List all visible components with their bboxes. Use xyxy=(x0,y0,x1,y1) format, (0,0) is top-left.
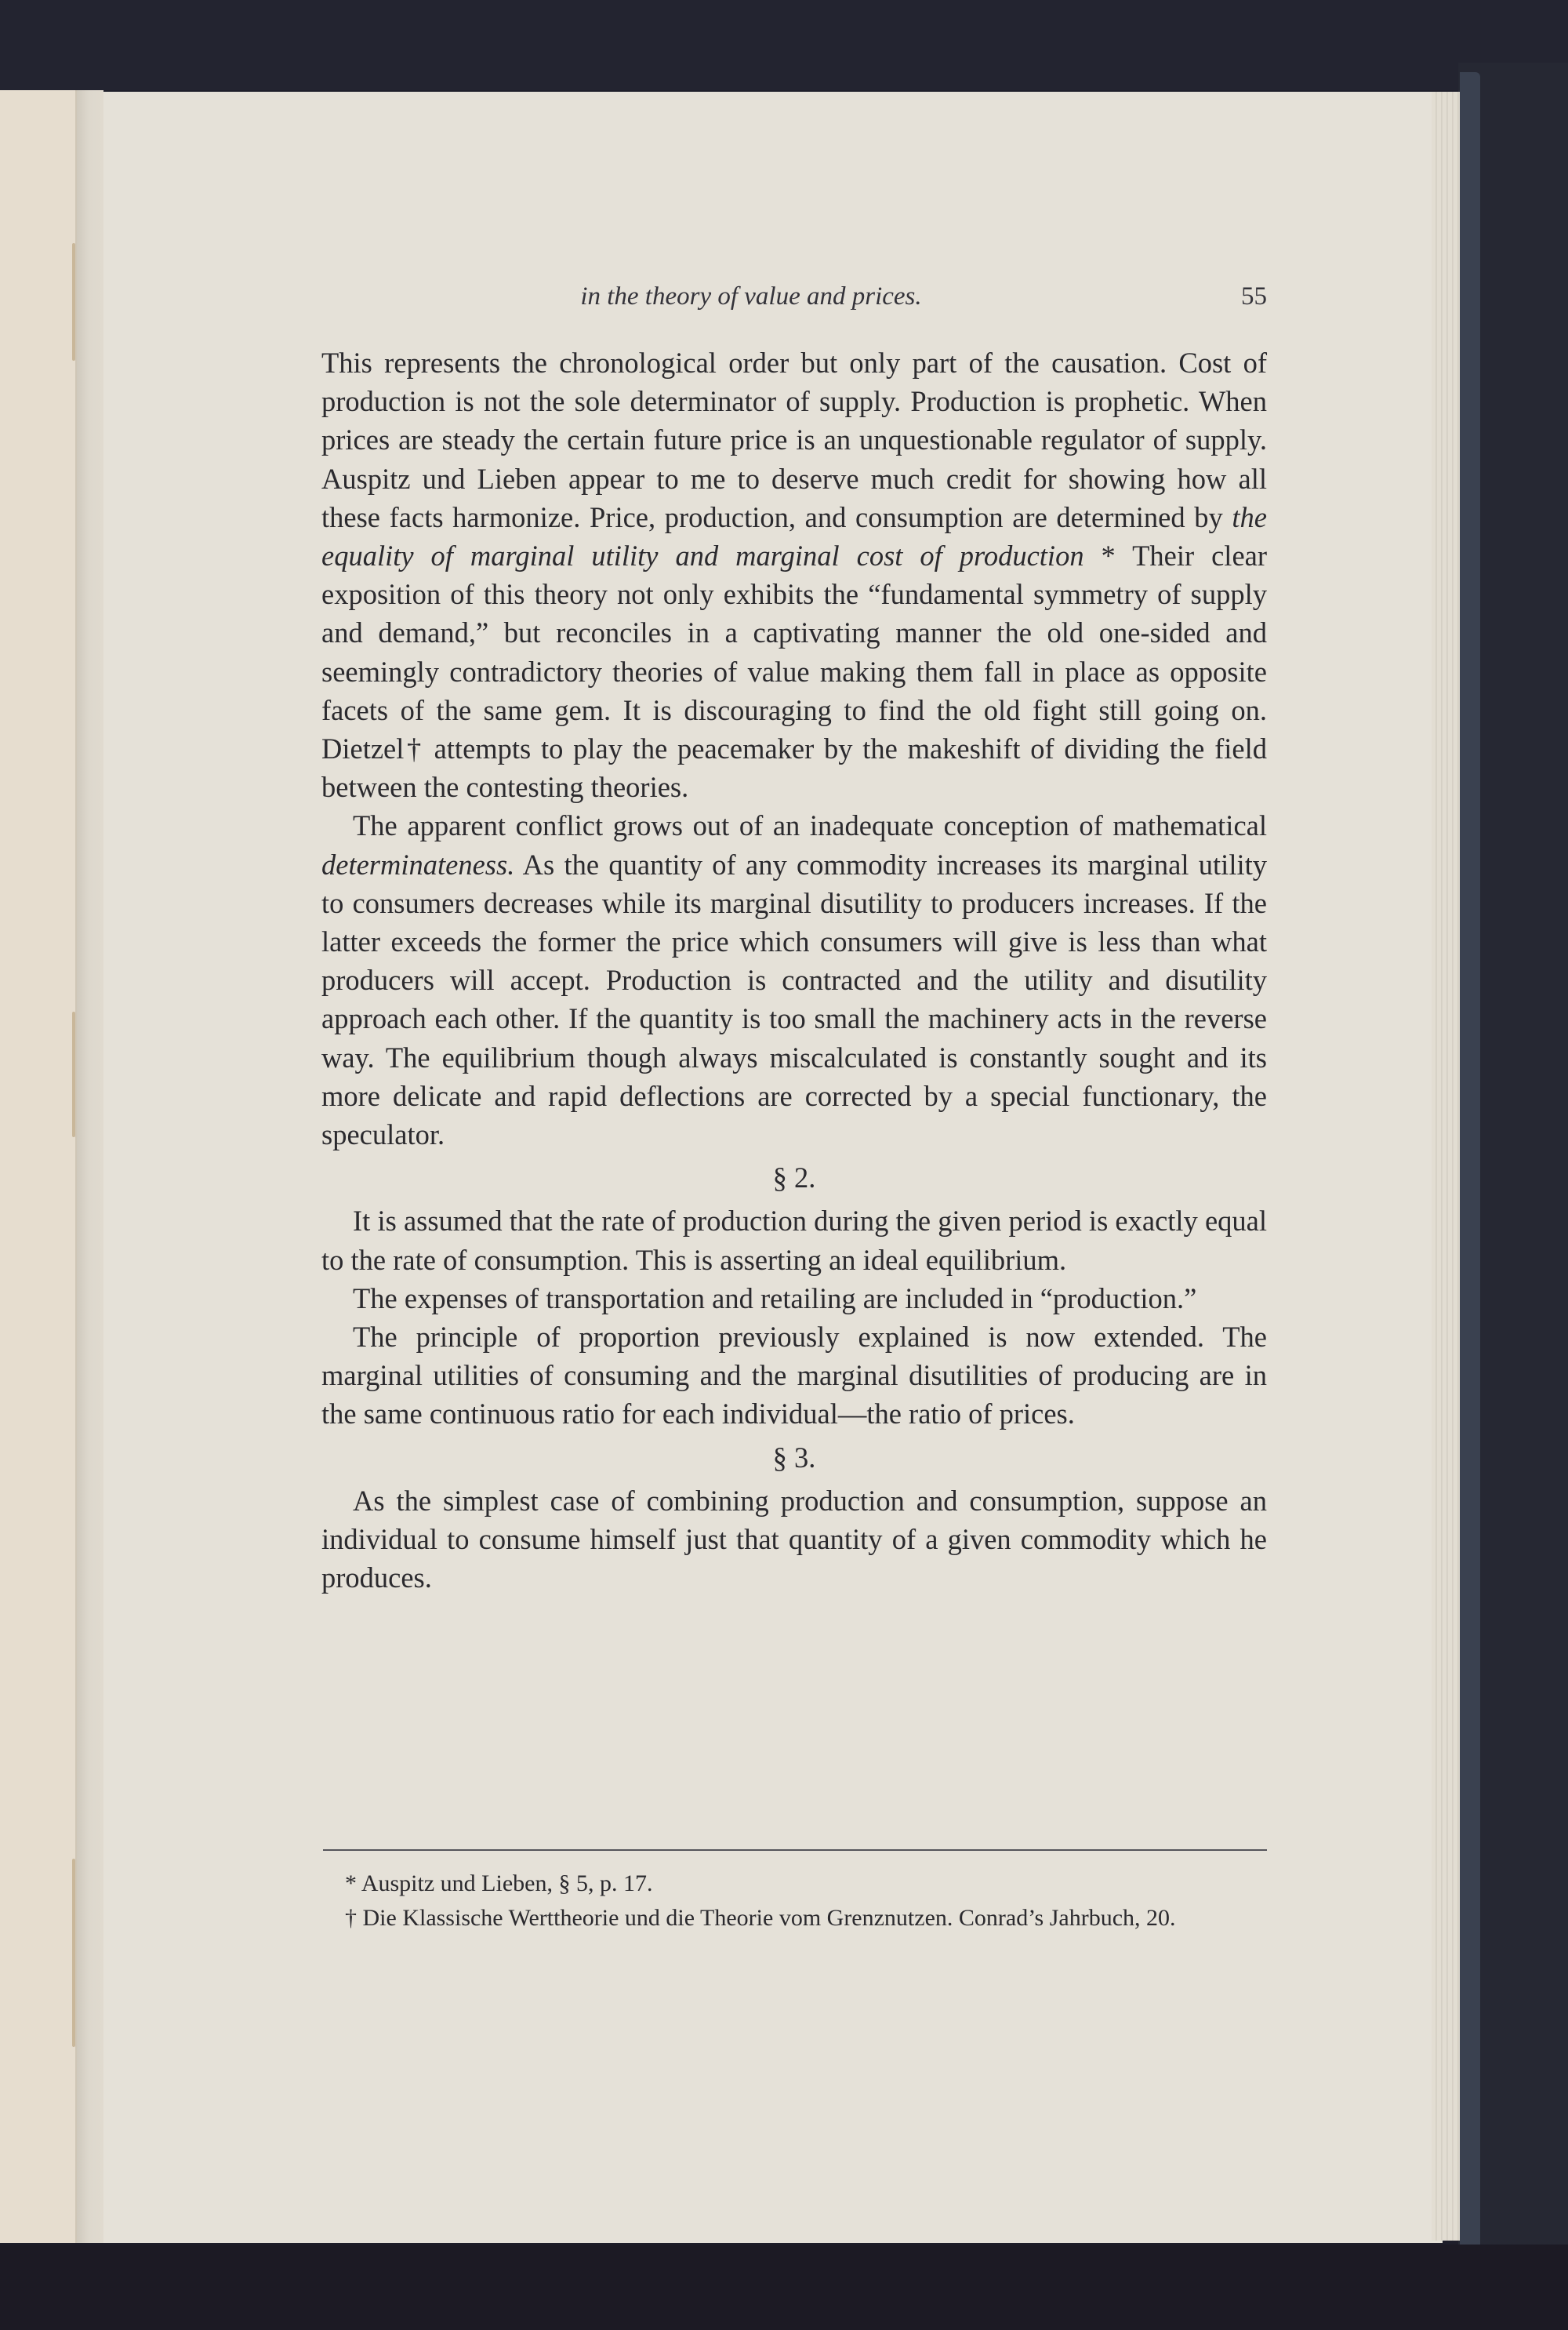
page-number: 55 xyxy=(1241,282,1267,311)
footnote-1: * Auspitz und Lieben, § 5, p. 17. xyxy=(345,1870,653,1896)
emphasis: the equality of marginal utility and marginal cost of production xyxy=(321,500,1267,573)
paragraph-1: This represents the chronological order but only part of the causation. Cost of production is not the sole determinator of supply. Production is prophetic. When prices are steady the certain future price is an unquestionable regulator of supply. Auspitz und Lieben appear to me to deserve much credit for showing how all these facts harmonize. Price, production, and consumption are determined by the equality of marginal utility and marginal cost of production * Their clear exposition of this theory not only exhibits the “fundamental symmetry of supply and demand,” but reconciles in a captivating manner the old one-sided and seemingly contradictory theories of value making them fall in place as opposite facets of the same gem. It is discouraging to find the old fight still going on. Dietzel† attempts to play the peacemaker by the makeshift of dividing the field between the contesting theories. xyxy=(321,347,1267,804)
body-text xyxy=(321,344,1267,1598)
section-heading-2: § 2. xyxy=(772,1161,816,1194)
left-page-mark xyxy=(72,1012,75,1137)
book-gutter xyxy=(77,90,103,2243)
book-cover-edge xyxy=(1460,72,1480,2260)
footnote-2: † Die Klassische Werttheorie und die Theorie vom Grenznutzen. Conrad’s Jahrbuch, 20. xyxy=(345,1905,1176,1931)
left-page-mark xyxy=(72,243,75,361)
footnote-rule xyxy=(323,1849,1267,1851)
footnotes xyxy=(321,1867,1267,1936)
running-head-title: in the theory of value and prices. xyxy=(580,282,922,311)
paragraph-2: The apparent conflict grows out of an inadequate conception of mathematical determinateness. As the quantity of any commodity increases its marginal utility to consumers decreases while its marginal disutility to producers increases. If the latter exceeds the former the price which consumers will give is less than what producers will accept. Production is contracted and the utility and disutility approach each other. If the quantity is too small the machinery acts in the reverse way. The equilibrium though always miscalculated is constantly sought and its more delicate and rapid deflections are corrected by a special functionary, the speculator. xyxy=(321,809,1267,1151)
book-cover-top xyxy=(0,0,1568,90)
paragraph-3: It is assumed that the rate of production during the given period is exactly equal to the rate of consumption. This is asserting an ideal equilibrium. xyxy=(321,1205,1267,1276)
paragraph-5: The principle of proportion previously explained is now extended. The marginal utilities of consuming and the marginal disutilities of producing are in the same continuous ratio for each individual—the ratio of prices. xyxy=(321,1321,1267,1430)
page-stack-edges xyxy=(1432,92,1460,2241)
emphasis: determinateness. xyxy=(321,848,515,881)
previous-page-edge xyxy=(0,90,77,2243)
paragraph-4: The expenses of transportation and retailing are included in “production.” xyxy=(353,1281,1197,1314)
section-heading-3: § 3. xyxy=(772,1441,816,1474)
left-page-mark xyxy=(72,1859,75,2047)
paragraph-6: As the simplest case of combining production and consumption, suppose an individual to consume himself just that quantity of a given commodity which he produces. xyxy=(321,1484,1267,1594)
book-cover-bottom xyxy=(0,2245,1568,2330)
running-head xyxy=(321,282,1267,322)
